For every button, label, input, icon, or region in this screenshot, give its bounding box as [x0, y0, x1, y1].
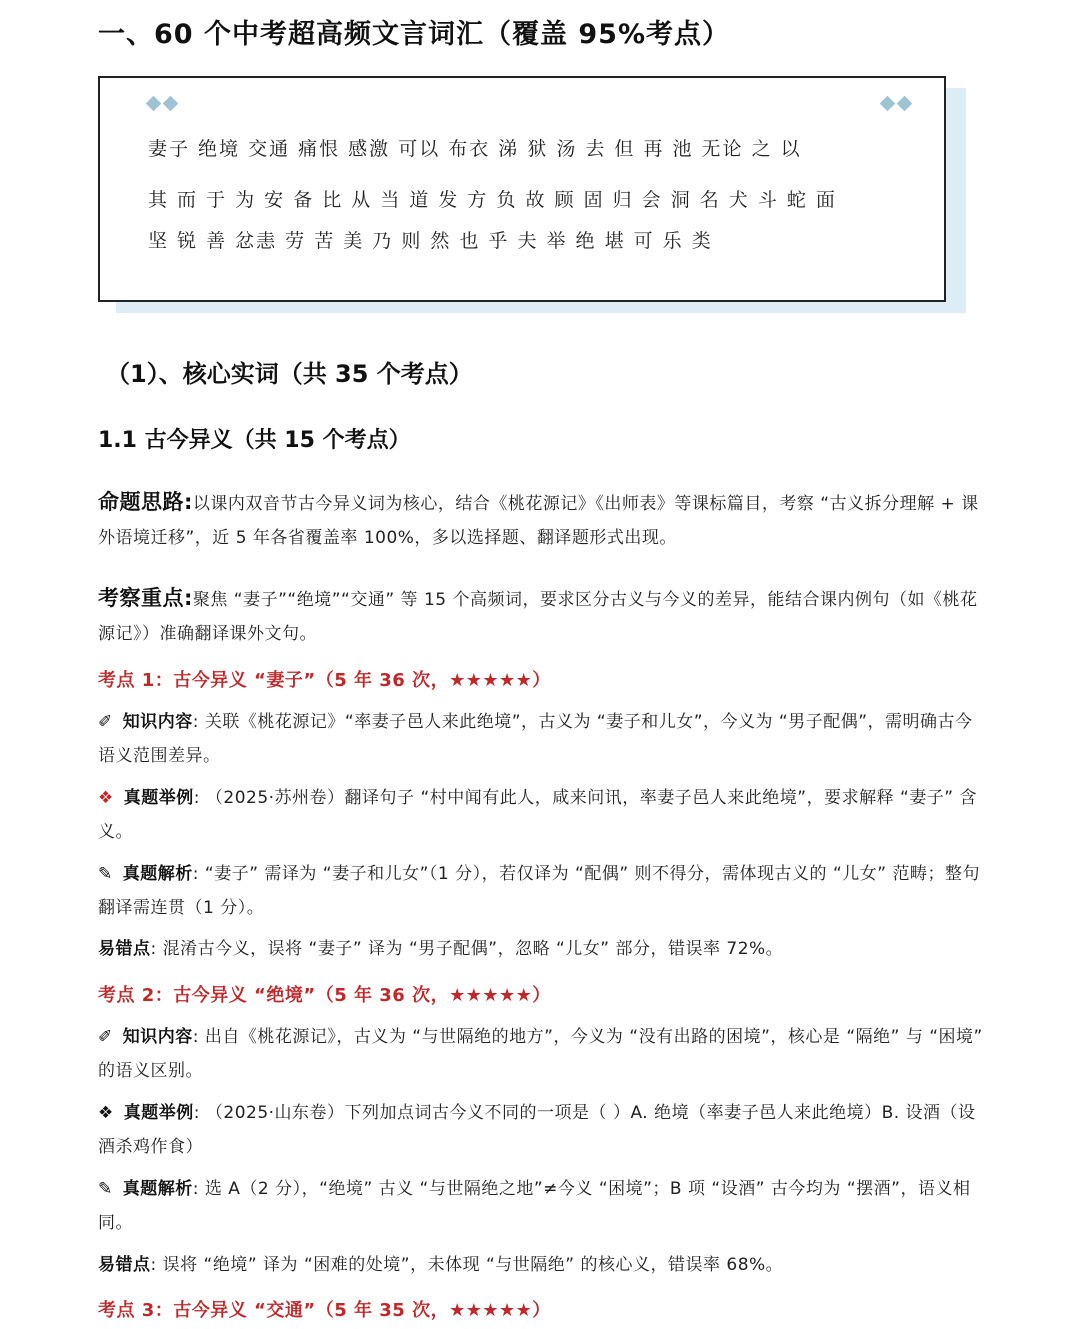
- analysis-label: 真题解析: [122, 1179, 193, 1199]
- focus-label: 考察重点:: [98, 586, 193, 610]
- example-label: 真题举例: [123, 788, 194, 808]
- pen-icon: ✎: [98, 1179, 113, 1199]
- diamond-decoration-icon: [148, 98, 182, 109]
- page-title: 一、60 个中考超高频文言词汇（覆盖 95%考点）: [98, 19, 730, 50]
- analysis-label: 真题解析: [122, 864, 193, 884]
- pencil-icon: ✐: [98, 712, 113, 732]
- idea-paragraph: [98, 485, 984, 555]
- point-title: 考点 3：古今异义 “交通”（5 年 35 次，★★★★★）: [98, 1300, 551, 1321]
- vocab-box: [98, 76, 946, 302]
- example-text: : （2025·苏州卷）翻译句子 “村中闻有此人，咸来问讯，率妻子邑人来此绝境”，要求解释 “妻子” 含义。: [98, 788, 977, 842]
- subsection-heading: 1.1 古今异义（共 15 个考点）: [98, 428, 411, 453]
- idea-label: 命题思路:: [98, 490, 193, 514]
- knowledge-text: : 关联《桃花源记》“率妻子邑人来此绝境”，古义为 “妻子和儿女”，今义为 “男子配偶”，需明确古今语义范围差异。: [98, 712, 973, 766]
- idea-text: 以课内双音节古今异义词为核心，结合《桃花源记》《出师表》等课标篇目，考察 “古义拆分理解 + 课外语境迁移”，近 5 年各省覆盖率 100%，多以选择题、翻译题形式出现。: [98, 494, 979, 548]
- example-label: 真题举例: [123, 1103, 194, 1123]
- focus-paragraph: [98, 581, 984, 651]
- error-text: : 混淆古今义，误将 “妻子” 译为 “男子配偶”，忽略 “儿女” 部分，错误率 72%。: [150, 939, 784, 959]
- analysis-paragraph: [98, 857, 984, 925]
- point-title: 考点 1：古今异义 “妻子”（5 年 36 次，★★★★★）: [98, 670, 551, 691]
- point-title: 考点 2：古今异义 “绝境”（5 年 36 次，★★★★★）: [98, 985, 551, 1006]
- error-paragraph: [98, 1248, 984, 1282]
- vocab-row: 其 而 于 为 安 备 比 从 当 道 发 方 负 故 顾 固 归 会 洞 名 犬 斗 蛇 面: [148, 189, 837, 211]
- error-label: 易错点: [98, 939, 151, 959]
- knowledge-label: 知识内容: [122, 712, 193, 732]
- focus-text: 聚焦 “妻子”“绝境”“交通” 等 15 个高频词，要求区分古义与今义的差异，能结合课内例句（如《桃花源记》）准确翻译课外文句。: [98, 590, 978, 644]
- diamond-decoration-icon: [882, 98, 916, 109]
- analysis-text: : “妻子” 需译为 “妻子和儿女”（1 分），若仅译为 “配偶” 则不得分，需体现古义的 “儿女” 范畴；整句翻译需连贯（1 分）。: [98, 864, 980, 918]
- diamond-icon: ❖: [98, 1103, 114, 1123]
- example-paragraph: [98, 781, 984, 849]
- knowledge-label: 知识内容: [122, 1027, 193, 1047]
- knowledge-text: : 出自《桃花源记》，古义为 “与世隔绝的地方”，今义为 “没有出路的困境”，核心是 “隔绝” 与 “困境” 的语义区别。: [98, 1027, 983, 1081]
- section-heading: （1）、核心实词（共 35 个考点）: [106, 360, 473, 388]
- error-label: 易错点: [98, 1255, 151, 1275]
- knowledge-paragraph: [98, 1020, 984, 1088]
- pen-icon: ✎: [98, 864, 113, 884]
- analysis-text: : 选 A（2 分），“绝境” 古义 “与世隔绝之地”≠今义 “困境”；B 项 “设酒” 古今均为 “摆酒”，语义相同。: [98, 1179, 971, 1233]
- pencil-icon: ✐: [98, 1027, 113, 1047]
- error-paragraph: [98, 932, 984, 966]
- example-text: : （2025·山东卷）下列加点词古今义不同的一项是（ ）A. 绝境（率妻子邑人来此绝境）B. 设酒（设酒杀鸡作食）: [98, 1103, 976, 1157]
- error-text: : 误将 “绝境” 译为 “困难的处境”，未体现 “与世隔绝” 的核心义，错误率 68%。: [150, 1255, 784, 1275]
- analysis-paragraph: [98, 1172, 984, 1240]
- vocab-row: 坚 锐 善 忿恚 劳 苦 美 乃 则 然 也 乎 夫 举 绝 堪 可 乐 类: [148, 230, 713, 252]
- knowledge-paragraph: [98, 705, 984, 773]
- diamond-icon: ❖: [98, 788, 114, 808]
- example-paragraph: [98, 1096, 984, 1164]
- vocab-row: 妻子 绝境 交通 痛恨 感激 可以 布衣 涕 狱 汤 去 但 再 池 无论 之 以: [148, 138, 802, 160]
